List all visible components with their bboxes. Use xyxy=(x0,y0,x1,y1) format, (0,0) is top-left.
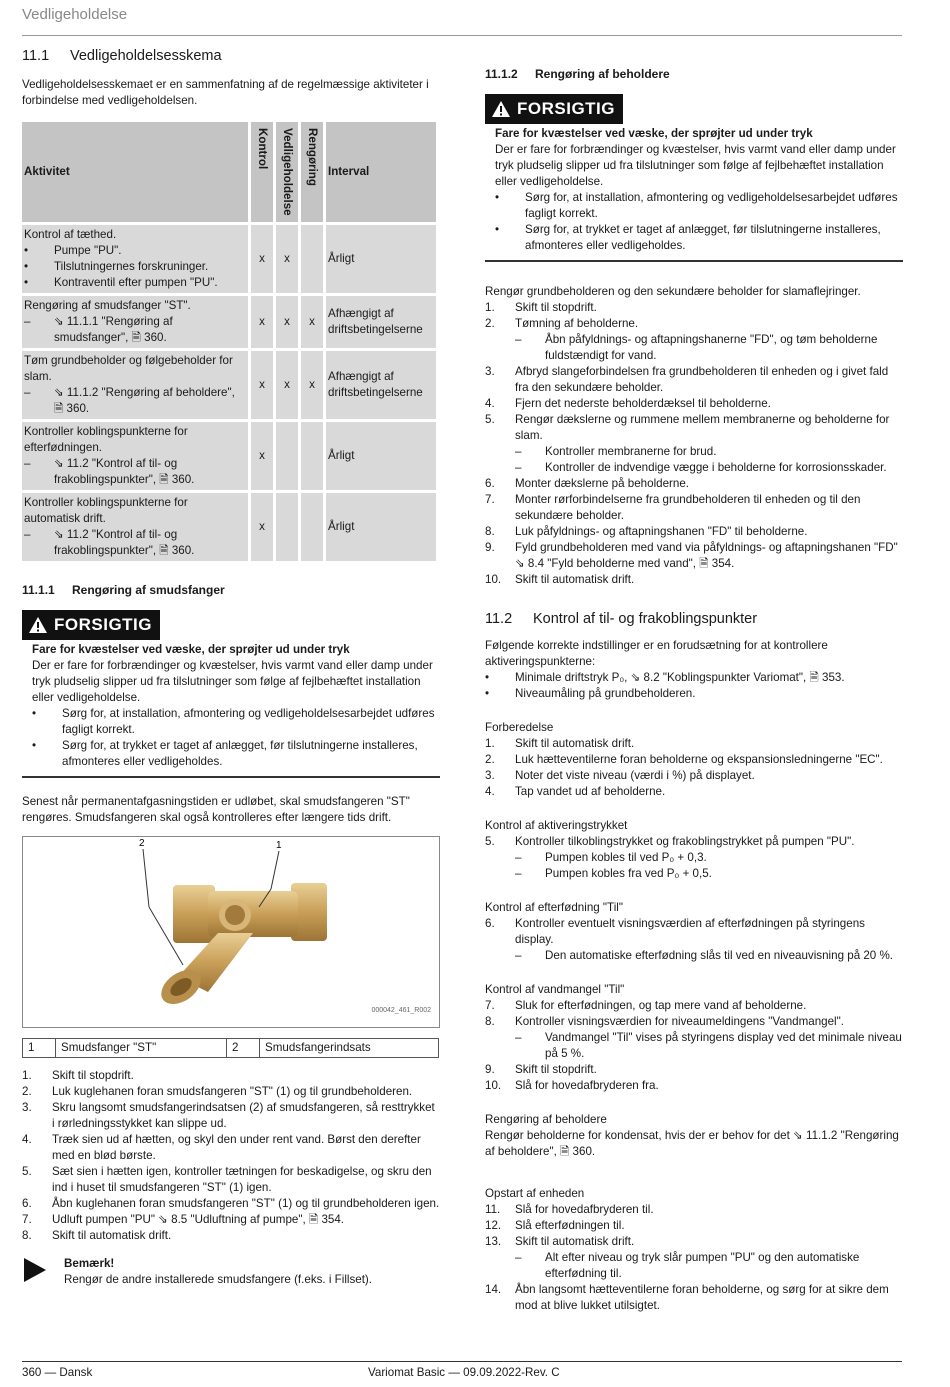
play-arrow-icon xyxy=(22,1256,48,1284)
activity-subitem: – ⇘ 11.1.2 "Rengøring af beholdere", 🗎 360. xyxy=(24,386,235,415)
table-row xyxy=(22,351,439,419)
rengoring-cell xyxy=(301,493,326,561)
vedligeholdelse-cell xyxy=(276,493,301,561)
activity-cell xyxy=(22,296,251,348)
check-group-title: Kontrol af efterfødning "Til" xyxy=(485,901,623,914)
check-procedure-groups xyxy=(485,720,903,1094)
list-item: 2. Luk kuglehanen foran smudsfangeren "ST" (1) og til grundbeholderen. xyxy=(22,1085,413,1098)
startup-steps-list xyxy=(485,1202,903,1314)
activity-text: Kontrol af tæthed. xyxy=(24,228,117,241)
interval-cell: Afhængigt af driftsbetingelserne xyxy=(326,351,439,419)
sub-list-item: – Alt efter niveau og tryk slår pumpen "PU" og den automatiske efterfødning til. xyxy=(515,1251,860,1280)
list-item: • Sørg for, at installation, afmontering og vedligeholdelsesarbejdet udføres fagligt korrekt. xyxy=(32,707,435,736)
table-row xyxy=(22,296,439,348)
list-item: 5. Sæt sien i hætten igen, kontroller tætningen for beskadigelse, og skru den ind i huset til smudsfangeren "ST" (1) igen. xyxy=(22,1165,432,1194)
list-item: • Sørg for, at installation, afmontering og vedligeholdelsesarbejdet udføres fagligt korrekt. xyxy=(495,191,898,220)
check-group xyxy=(485,900,903,964)
rengoring-cell xyxy=(301,225,326,293)
section-11-2-heading: 11.2 Kontrol af til- og frakoblingspunkter xyxy=(485,611,758,627)
activity-subitem: • Kontraventil efter pumpen "PU". xyxy=(24,276,218,289)
list-item: 8. Kontroller visningsværdien for niveaumeldingens "Vandmangel". – Vandmangel "Til" vises på styringens display ved det minimale niveau på 5 %. xyxy=(485,1015,902,1060)
table-header-row xyxy=(22,122,439,222)
table-row: 1 Smudsfanger "ST" 2 Smudsfangerindsats xyxy=(23,1039,439,1058)
sub-list-item: – Kontroller membranerne for brud. xyxy=(515,445,717,458)
sub-list-item: – Kontroller de indvendige vægge i beholderne for korrosionsskader. xyxy=(515,461,887,474)
list-item: 6. Monter dækslerne på beholderne. xyxy=(485,477,690,490)
vedligeholdelse-cell: x xyxy=(276,296,301,348)
kontrol-cell: x xyxy=(251,225,276,293)
activity-cell xyxy=(22,493,251,561)
section-11-1-1-intro: Senest når permanentafgasningstiden er udløbet, skal smudsfangeren "ST" rengøres. Smudsfangeren skal også kontrolleres efter længere tids drift. xyxy=(22,795,410,824)
interval-cell: Årligt xyxy=(326,225,439,293)
list-item: 3. Noter det viste niveau (værdi i %) på displayet. xyxy=(485,769,755,782)
left-column xyxy=(22,47,440,1289)
footer-document-info: Variomat Basic — 09.09.2022-Rev. C xyxy=(368,1366,560,1379)
figure-code: 000042_461_R002 xyxy=(371,1007,431,1014)
caution-heading: Fare for kvæstelser ved væske, der sprøjter ud under tryk xyxy=(495,127,813,140)
note-title: Bemærk! xyxy=(64,1257,115,1270)
list-item: 1. Skift til stopdrift. xyxy=(22,1069,134,1082)
section-11-1-1-heading: 11.1.1 Rengøring af smudsfanger xyxy=(22,583,225,597)
header-vedligeholdelse: Vedligeholdelse xyxy=(276,122,301,222)
list-item: 4. Fjern det nederste beholderdæksel til beholderne. xyxy=(485,397,771,410)
header-rengoring: Rengøring xyxy=(301,122,326,222)
list-item: 2. Tømning af beholderne. – Åbn påfyldnings- og aftapningshanerne "FD", og tøm beholderne fuldstændigt for vand. xyxy=(485,316,903,364)
list-item: 13. Skift til automatisk drift. – Alt efter niveau og tryk slår pumpen "PU" og den automatiske efterfødning til. xyxy=(485,1234,903,1282)
interval-cell: Årligt xyxy=(326,422,439,490)
sub-list xyxy=(515,948,903,964)
sub-list xyxy=(515,850,903,882)
activity-subitem: – ⇘ 11.2 "Kontrol af til- og frakoblingspunkter", 🗎 360. xyxy=(24,457,195,486)
sub-list xyxy=(515,332,903,364)
caution-badge: FORSIGTIG xyxy=(22,610,160,640)
list-item: • Sørg for, at trykket er taget af anlægget, før tilslutningerne installeres, afmonteres eller vedligeholdes. xyxy=(32,739,418,768)
check-group xyxy=(485,818,903,882)
cleaning-title: Rengøring af beholdere xyxy=(485,1113,607,1126)
sub-list-item: – Pumpen kobles fra ved P₀ + 0,5. xyxy=(515,867,712,880)
check-group-steps xyxy=(485,916,903,964)
check-group-steps xyxy=(485,998,903,1094)
rengoring-cell xyxy=(301,422,326,490)
list-item: 5. Kontroller tilkoblingstrykket og frakoblingstrykket på pumpen "PU". – Pumpen kobles til ved P₀ + 0,3. – Pumpen kobles fra ved P₀ + 0,5. xyxy=(485,834,903,882)
maintenance-schedule-table xyxy=(22,119,439,564)
cleaning-text: Rengør beholderne for kondensat, hvis der er behov for det ⇘ 11.1.2 "Rengøring af beholdere", 🗎 360. xyxy=(485,1129,899,1158)
activity-text: Kontroller koblingspunkterne for efterfødningen. xyxy=(24,425,188,454)
activity-subitem: • Pumpe "PU". xyxy=(24,244,122,257)
sub-list-item: – Den automatiske efterfødning slås til ved en niveauvisning på 20 %. xyxy=(515,949,894,962)
activity-cell xyxy=(22,351,251,419)
warning-triangle-icon xyxy=(28,616,48,634)
table-row xyxy=(22,493,439,561)
prerequisites-list xyxy=(485,670,903,702)
list-item: 12. Slå efterfødningen til. xyxy=(485,1219,625,1232)
check-group-title: Kontrol af vandmangel "Til" xyxy=(485,983,625,996)
check-group-title: Forberedelse xyxy=(485,721,554,734)
interval-cell: Årligt xyxy=(326,493,439,561)
list-item: 3. Afbryd slangeforbindelsen fra grundbeholderen til enheden og i givet fald fra den sekundære beholder. xyxy=(485,365,889,394)
list-item: 11. Slå for hovedafbryderen til. xyxy=(485,1203,654,1216)
note-text: Rengør de andre installerede smudsfangere (f.eks. i Fillset). xyxy=(64,1273,373,1286)
note-box xyxy=(22,1256,440,1289)
list-item: 4. Tap vandet ud af beholderne. xyxy=(485,785,666,798)
activity-subitem: – ⇘ 11.1.1 "Rengøring af smudsfanger", 🗎 360. xyxy=(24,315,173,344)
check-group-steps xyxy=(485,736,903,800)
right-column xyxy=(485,66,903,1314)
vedligeholdelse-cell xyxy=(276,422,301,490)
activity-subitem: – ⇘ 11.2 "Kontrol af til- og frakoblingspunkter", 🗎 360. xyxy=(24,528,195,557)
list-item: 6. Åbn kuglehanen foran smudsfangeren "ST" (1) og til grundbeholderen igen. xyxy=(22,1197,440,1210)
caution-box-right xyxy=(485,94,903,262)
list-item: 10. Slå for hovedafbryderen fra. xyxy=(485,1079,659,1092)
check-group xyxy=(485,720,903,800)
kontrol-cell: x xyxy=(251,296,276,348)
kontrol-cell: x xyxy=(251,422,276,490)
sub-list-item: – Vandmangel "Til" vises på styringens display ved det minimale niveau på 5 %. xyxy=(515,1031,902,1060)
caution-text: Der er fare for forbrændinger og kvæstelser, hvis varmt vand eller damp under tryk pludselig slipper ud fra tilslutninger som følge af fejlbehæftet installation eller vedligeholdelse. xyxy=(495,143,896,188)
check-group-title: Kontrol af aktiveringstrykket xyxy=(485,819,628,832)
activity-cell xyxy=(22,225,251,293)
activity-text: Rengøring af smudsfanger "ST". xyxy=(24,299,191,312)
callout-1: 1 xyxy=(276,840,282,851)
list-item: 3. Skru langsomt smudsfangerindsatsen (2) af smudsfangeren, så resttrykket i rørledningsstykket kan slippe ud. xyxy=(22,1101,435,1130)
list-item: 1. Skift til stopdrift. xyxy=(485,301,597,314)
list-item: 4. Træk sien ud af hætten, og skyl den under rent vand. Børst den derefter med en blød børste. xyxy=(22,1133,421,1162)
warning-triangle-icon xyxy=(491,100,511,118)
list-item: 1. Skift til automatisk drift. xyxy=(485,737,635,750)
caution-bullets xyxy=(495,190,903,254)
list-item: 8. Skift til automatisk drift. xyxy=(22,1229,172,1242)
list-item: 7. Monter rørforbindelserne fra grundbeholderen til enheden og til den sekundære beholder. xyxy=(485,493,861,522)
strainer-figure xyxy=(22,836,440,1028)
list-item: 7. Udluft pumpen "PU" ⇘ 8.5 "Udluftning af pumpe", 🗎 354. xyxy=(22,1213,345,1226)
table-row xyxy=(22,422,439,490)
table-row xyxy=(22,225,439,293)
sub-list xyxy=(515,1250,903,1282)
startup-title: Opstart af enheden xyxy=(485,1187,585,1200)
section-11-1-2-intro: Rengør grundbeholderen og den sekundære beholder for slamaflejringer. xyxy=(485,285,861,298)
footer-divider xyxy=(22,1361,902,1362)
section-11-1-heading: 11.1 Vedligeholdelsesskema xyxy=(22,48,222,64)
section-11-1-2-heading: 11.1.2 Rengøring af beholdere xyxy=(485,67,670,81)
activity-text: Kontroller koblingspunkterne for automatisk drift. xyxy=(24,496,188,525)
activity-text: Tøm grundbeholder og følgebeholder for slam. xyxy=(24,354,233,383)
caution-bullets xyxy=(32,706,440,770)
caution-box-left xyxy=(22,610,440,778)
check-group-steps xyxy=(485,834,903,882)
cleaning-block xyxy=(485,1112,903,1160)
sub-list-item: – Åbn påfyldnings- og aftapningshanerne "FD", og tøm beholderne fuldstændigt for vand. xyxy=(515,333,878,362)
header-interval: Interval xyxy=(326,122,439,222)
sub-list xyxy=(515,1030,903,1062)
list-item: 6. Kontroller eventuelt visningsværdien af efterfødningen på styringens display. – Den automatiske efterfødning slås til ved en niveauvisning på 20 %. xyxy=(485,916,903,964)
list-item: • Minimale driftstryk P₀, ⇘ 8.2 "Koblingspunkter Variomat", 🗎 353. xyxy=(485,671,845,684)
caution-badge: FORSIGTIG xyxy=(485,94,623,124)
list-item: 9. Skift til stopdrift. xyxy=(485,1063,597,1076)
sub-list-item: – Pumpen kobles til ved P₀ + 0,3. xyxy=(515,851,707,864)
startup-block xyxy=(485,1186,903,1314)
strainer-illustration xyxy=(23,837,439,1027)
header-divider xyxy=(22,35,902,36)
list-item: 9. Fyld grundbeholderen med vand via påfyldnings- og aftapningshanen "FD" ⇘ 8.4 "Fyld beholderne med vand", 🗎 354. xyxy=(485,541,898,570)
caution-heading: Fare for kvæstelser ved væske, der sprøjter ud under tryk xyxy=(32,643,350,656)
rengoring-cell: x xyxy=(301,351,326,419)
vedligeholdelse-cell: x xyxy=(276,351,301,419)
list-item: 7. Sluk for efterfødningen, og tap mere vand af beholderne. xyxy=(485,999,807,1012)
strainer-steps-list xyxy=(22,1068,440,1244)
list-item: 10. Skift til automatisk drift. xyxy=(485,573,635,586)
check-group xyxy=(485,982,903,1094)
interval-cell: Afhængigt af driftsbetingelserne xyxy=(326,296,439,348)
vedligeholdelse-cell: x xyxy=(276,225,301,293)
sub-list xyxy=(515,444,903,476)
section-11-2-intro: Følgende korrekte indstillinger er en forudsætning for at kontrollere aktiveringspunkterne: xyxy=(485,639,828,668)
footer-page-number: 360 — Dansk xyxy=(22,1366,93,1379)
list-item: 2. Luk hætteventilerne foran beholderne og ekspansionsledningerne "EC". xyxy=(485,753,883,766)
header-activity: Aktivitet xyxy=(22,122,251,222)
callout-2: 2 xyxy=(139,838,145,849)
list-item: • Sørg for, at trykket er taget af anlægget, før tilslutningerne installeres, afmonteres eller vedligeholdes. xyxy=(495,223,881,252)
activity-subitem: • Tilslutningernes forskruninger. xyxy=(24,260,209,273)
kontrol-cell: x xyxy=(251,493,276,561)
tank-cleaning-steps-list xyxy=(485,300,903,588)
list-item: 8. Luk påfyldnings- og aftapningshanen "FD" til beholderne. xyxy=(485,525,808,538)
list-item: • Niveaumåling på grundbeholderen. xyxy=(485,687,696,700)
section-11-1-intro: Vedligeholdelsesskemaet er en sammenfatning af de regelmæssige aktiviteter i forbindelse med vedligeholdelsen. xyxy=(22,78,429,107)
caution-text: Der er fare for forbrændinger og kvæstelser, hvis varmt vand eller damp under tryk pludselig slipper ud fra tilslutninger som følge af fejlbehæftet installation eller vedligeholdelse. xyxy=(32,659,433,704)
figure-legend-table xyxy=(22,1038,439,1058)
header-kontrol: Kontrol xyxy=(251,122,276,222)
list-item: 14. Åbn langsomt hætteventilerne foran beholderne, og sørg for at sikre dem mod at blive lukket utilsigtet. xyxy=(485,1283,889,1312)
kontrol-cell: x xyxy=(251,351,276,419)
rengoring-cell: x xyxy=(301,296,326,348)
page-header-title: Vedligeholdelse xyxy=(22,6,128,23)
list-item: 5. Rengør dækslerne og rummene mellem membranerne og beholderne for slam. – Kontroller membranerne for brud. – Kontroller de indvendige vægge i beholderne for korrosionsskader. xyxy=(485,412,903,476)
activity-cell xyxy=(22,422,251,490)
